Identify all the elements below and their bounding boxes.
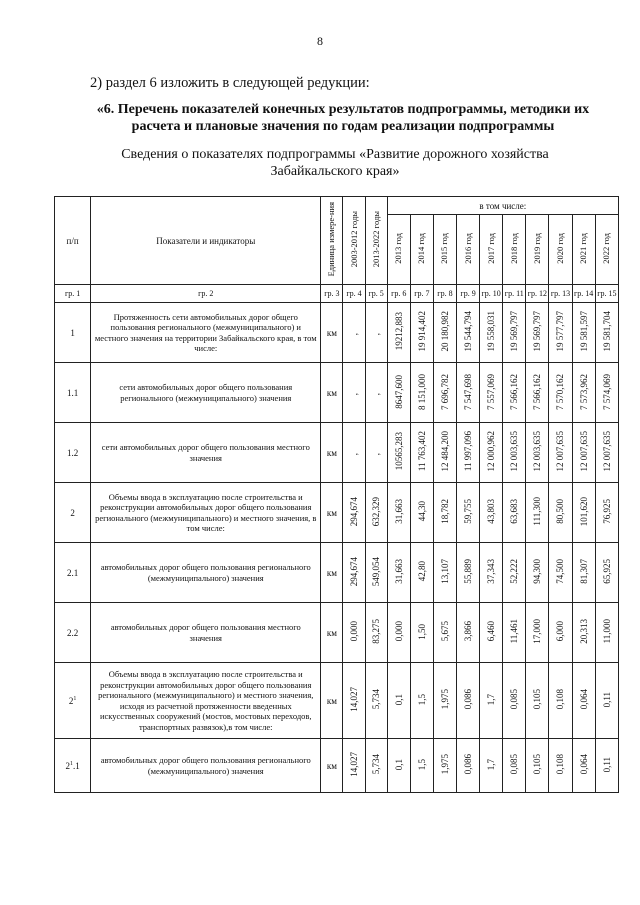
year-value: 12 007,635 — [572, 423, 595, 483]
period-value: , — [365, 423, 387, 483]
year-value: 65,925 — [595, 543, 618, 603]
header-year: 2018 год — [503, 215, 526, 285]
period-value: 294,674 — [343, 483, 365, 543]
year-value: 0,105 — [526, 739, 549, 793]
year-value: 74,500 — [549, 543, 572, 603]
table-row — [55, 483, 619, 543]
year-value: 6,000 — [549, 603, 572, 663]
year-value: 12 007,635 — [595, 423, 618, 483]
unit-cell: км — [321, 303, 343, 363]
year-value: 12 003,635 — [526, 423, 549, 483]
indicator-name: автомобильных дорог общего пользования регионального (межмуниципального) значения — [91, 739, 321, 793]
year-value: 5,675 — [433, 603, 456, 663]
year-value: 0,085 — [503, 663, 526, 739]
row-number: 1.2 — [55, 423, 91, 483]
table-row — [55, 543, 619, 603]
year-value: 7 547,698 — [457, 363, 480, 423]
year-value: 0,1 — [387, 663, 410, 739]
page-number: 8 — [317, 34, 323, 48]
year-value: 0,105 — [526, 663, 549, 739]
year-value: 101,620 — [572, 483, 595, 543]
period-value: 549,054 — [365, 543, 387, 603]
group-label: гр. 9 — [457, 285, 480, 303]
year-value: 20,313 — [572, 603, 595, 663]
year-value: 19 581,704 — [595, 303, 618, 363]
unit-cell: км — [321, 603, 343, 663]
table-row — [55, 303, 619, 363]
year-value: 19 558,031 — [480, 303, 503, 363]
row-number: 2.1 — [55, 543, 91, 603]
year-value: 19 914,402 — [410, 303, 433, 363]
unit-cell: км — [321, 423, 343, 483]
group-label: гр. 5 — [365, 285, 387, 303]
period-value: 0,000 — [343, 603, 365, 663]
group-label: гр. 7 — [410, 285, 433, 303]
row-number: 1.1 — [55, 363, 91, 423]
indicator-name: Объемы ввода в эксплуатацию после строительства и реконструкции автомобильных дорог общего пользования регионального (межмуниципального) и местного значения, в том числе: — [91, 483, 321, 543]
header-year: 2020 год — [549, 215, 572, 285]
year-value: 11,000 — [595, 603, 618, 663]
year-value: 0,1 — [387, 739, 410, 793]
row-number: $2^1.1$ — [55, 739, 91, 793]
unit-cell: км — [321, 739, 343, 793]
group-label: гр. 1 — [55, 285, 91, 303]
period-value: , — [343, 423, 365, 483]
year-value: 11,461 — [503, 603, 526, 663]
year-value: 7 570,162 — [549, 363, 572, 423]
indicator-name: Протяженность сети автомобильных дорог общего пользования регионального (межмуниципального) и местного значения на территории Забайкальского края, в том числе: — [91, 303, 321, 363]
year-value: 76,925 — [595, 483, 618, 543]
row-number: 1 — [55, 303, 91, 363]
indicator-name: автомобильных дорог общего пользования регионального (межмуниципального) значения — [91, 543, 321, 603]
year-value: 44,30 — [410, 483, 433, 543]
header-year: 2019 год — [526, 215, 549, 285]
indicator-name: сети автомобильных дорог общего пользования местного значения — [91, 423, 321, 483]
period-value: 83,275 — [365, 603, 387, 663]
period-value: 632,329 — [365, 483, 387, 543]
year-value: 80,500 — [549, 483, 572, 543]
header-year: 2014 год — [410, 215, 433, 285]
year-value: 0,085 — [503, 739, 526, 793]
period-value: 294,674 — [343, 543, 365, 603]
header-year: 2021 год — [572, 215, 595, 285]
header-year: 2015 год — [433, 215, 456, 285]
indicators-table — [54, 196, 619, 793]
group-label: гр. 12 — [526, 285, 549, 303]
year-value: 0,064 — [572, 663, 595, 739]
year-value: 1,5 — [410, 739, 433, 793]
intro-text: 2) раздел 6 изложить в следующей редукции: — [90, 75, 370, 91]
header-period-1: 2003-2012 годы — [343, 197, 365, 285]
period-value: , — [365, 363, 387, 423]
period-value: , — [365, 303, 387, 363]
year-value: 12 003,635 — [503, 423, 526, 483]
group-label: гр. 2 — [91, 285, 321, 303]
year-value: 20 180,982 — [433, 303, 456, 363]
period-value: , — [343, 303, 365, 363]
section-title: «6. Перечень показателей конечных результатов подпрограммы, методики их расчета и плановые значения по годам реализации подпрограммы — [96, 102, 590, 134]
year-value: 18,782 — [433, 483, 456, 543]
year-value: 6,460 — [480, 603, 503, 663]
table-row — [55, 739, 619, 793]
unit-cell: км — [321, 363, 343, 423]
year-value: 8 151,000 — [410, 363, 433, 423]
year-value: 59,755 — [457, 483, 480, 543]
year-value: 7 696,782 — [433, 363, 456, 423]
period-value: 14,027 — [343, 663, 365, 739]
group-label: гр. 3 — [321, 285, 343, 303]
year-value: 17,000 — [526, 603, 549, 663]
year-value: 19 581,597 — [572, 303, 595, 363]
year-value: 7 574,069 — [595, 363, 618, 423]
table-row — [55, 663, 619, 739]
year-value: 0,000 — [387, 603, 410, 663]
header-including: в том числе: — [387, 197, 618, 215]
indicator-name: Объемы ввода в эксплуатацию после строительства и реконструкции автомобильных дорог общего пользования регионального (межмуниципального) и местного значения, исходя из расчетной протяженности введенных искусственных сооружений (мостов, мостовых переходов, транспортных развязок),в том числе: — [91, 663, 321, 739]
year-value: 0,11 — [595, 739, 618, 793]
year-value: 19 569,797 — [503, 303, 526, 363]
header-year: 2016 год — [457, 215, 480, 285]
year-value: 12 000,962 — [480, 423, 503, 483]
year-value: 52,222 — [503, 543, 526, 603]
group-label: гр. 4 — [343, 285, 365, 303]
group-label: гр. 13 — [549, 285, 572, 303]
year-value: 0,086 — [457, 663, 480, 739]
year-value: 19 577,797 — [549, 303, 572, 363]
year-value: 0,108 — [549, 739, 572, 793]
period-value: 5,734 — [365, 663, 387, 739]
row-number: 2.2 — [55, 603, 91, 663]
year-value: 7 573,962 — [572, 363, 595, 423]
year-value: 8647,600 — [387, 363, 410, 423]
period-value: 5,734 — [365, 739, 387, 793]
year-value: 81,307 — [572, 543, 595, 603]
group-label: гр. 15 — [595, 285, 618, 303]
group-label: гр. 8 — [433, 285, 456, 303]
group-label: гр. 6 — [387, 285, 410, 303]
year-value: 31,663 — [387, 543, 410, 603]
year-value: 11 997,096 — [457, 423, 480, 483]
year-value: 1,50 — [410, 603, 433, 663]
row-number: $2^1$ — [55, 663, 91, 739]
year-value: 10565,283 — [387, 423, 410, 483]
year-value: 19212,883 — [387, 303, 410, 363]
header-num: п/п — [55, 197, 91, 285]
indicator-name: автомобильных дорог общего пользования местного значения — [91, 603, 321, 663]
year-value: 63,683 — [503, 483, 526, 543]
header-name: Показатели и индикаторы — [91, 197, 321, 285]
year-value: 111,300 — [526, 483, 549, 543]
year-value: 42,80 — [410, 543, 433, 603]
year-value: 11 763,402 — [410, 423, 433, 483]
row-number: 2 — [55, 483, 91, 543]
header-year: 2017 год — [480, 215, 503, 285]
year-value: 0,11 — [595, 663, 618, 739]
group-label: гр. 14 — [572, 285, 595, 303]
year-value: 1,5 — [410, 663, 433, 739]
unit-cell: км — [321, 663, 343, 739]
year-value: 37,343 — [480, 543, 503, 603]
year-value: 1,7 — [480, 663, 503, 739]
year-value: 13,107 — [433, 543, 456, 603]
table-caption: Сведения о показателях подпрограммы «Развитие дорожного хозяйства Забайкальского края» — [121, 147, 549, 179]
header-period-2: 2013-2022 годы — [365, 197, 387, 285]
table-row — [55, 423, 619, 483]
unit-cell: км — [321, 483, 343, 543]
year-value: 1,975 — [433, 663, 456, 739]
year-value: 7 566,162 — [526, 363, 549, 423]
year-value: 55,889 — [457, 543, 480, 603]
year-value: 1,7 — [480, 739, 503, 793]
year-value: 43,803 — [480, 483, 503, 543]
year-value: 12 007,635 — [549, 423, 572, 483]
indicator-name: сети автомобильных дорог общего пользования регионального (межмуниципального) значения — [91, 363, 321, 423]
year-value: 7 557,069 — [480, 363, 503, 423]
group-label: гр. 10 — [480, 285, 503, 303]
period-value: 14,027 — [343, 739, 365, 793]
year-value: 3,866 — [457, 603, 480, 663]
table-row — [55, 603, 619, 663]
period-value: , — [343, 363, 365, 423]
year-value: 19 544,794 — [457, 303, 480, 363]
header-year: 2022 год — [595, 215, 618, 285]
unit-cell: км — [321, 543, 343, 603]
year-value: 1,975 — [433, 739, 456, 793]
year-value: 19 569,797 — [526, 303, 549, 363]
year-value: 12 484,200 — [433, 423, 456, 483]
table-row — [55, 363, 619, 423]
year-value: 7 566,162 — [503, 363, 526, 423]
year-value: 94,300 — [526, 543, 549, 603]
year-value: 0,064 — [572, 739, 595, 793]
year-value: 0,086 — [457, 739, 480, 793]
year-value: 0,108 — [549, 663, 572, 739]
year-value: 31,663 — [387, 483, 410, 543]
group-label: гр. 11 — [503, 285, 526, 303]
header-year: 2013 год — [387, 215, 410, 285]
header-unit: Единица измере-ния — [321, 197, 343, 285]
